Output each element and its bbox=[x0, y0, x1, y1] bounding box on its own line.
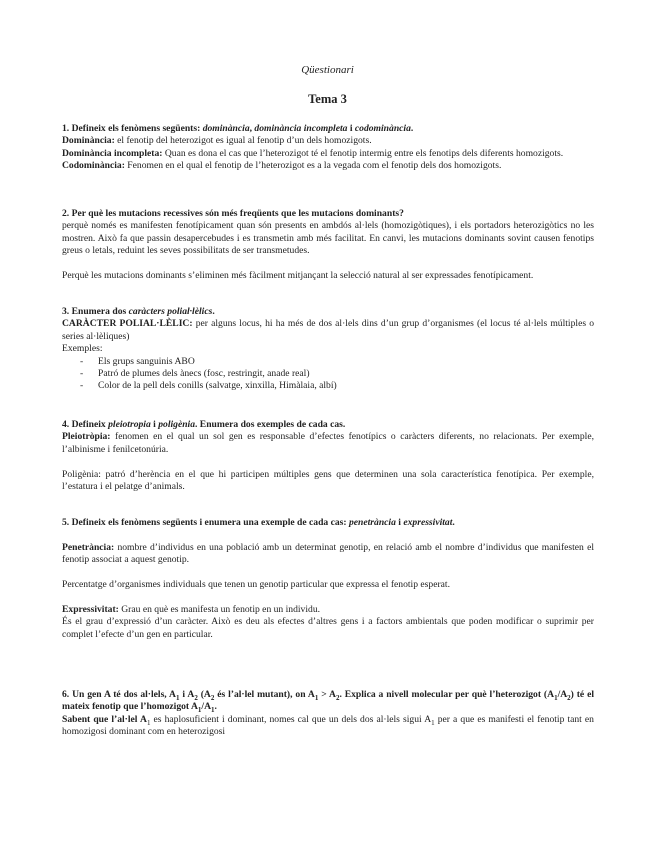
section-6 bbox=[62, 689, 594, 739]
question-1: 1. Defineix els fenòmens següents: dominància, dominància incompleta i codominància. bbox=[62, 123, 414, 134]
question-6: 6. Un gen A té dos al·lels, $A_1$ i $A_2$ ($A_2$ és l’al·lel mutant), on $A_1 > A_2$. Explica a nivell molecular per què l’heterozigot $(A_1/A_2)$ té el mateix fenotip que l’homozigot $A_1/A_1$. bbox=[62, 689, 594, 715]
answer-expressivity-detail: És el grau d’expressió d’un caràcter. Això es deu als efectes d’altres gens i a factors ambientals que poden modificar o suprimir per complet l’efecte d’un gen en particular. bbox=[62, 616, 594, 640]
section-3 bbox=[62, 306, 594, 393]
question-2: 2. Per què les mutacions recessives són més freqüents que les mutacions dominants? bbox=[62, 208, 404, 219]
answer-percentage: Percentatge d’organismes individuals que tenen un genotip particular que expressa el fenotip esperat. bbox=[62, 579, 450, 590]
examples-title: Exemples: bbox=[62, 343, 103, 355]
answer-pleiotropy: Pleiotròpia: fenomen en el qual un sol gen es responsable d’efectes fenotípics o caràcters diferents, no relacionats. Per exemple, l’albinisme i fenilcetonúria. bbox=[62, 431, 594, 455]
answer-incomplete-dominance: Dominància incompleta: Quan es dona el cas que l’heterozigot té el fenotip intermig entre els fenotips dels diferents homozigots. bbox=[62, 147, 564, 159]
questionnaire-title: Qüestionari bbox=[301, 64, 354, 76]
answer-polygeny: Poligènia: patró d’herència en el que hi participen múltiples gens que determinen una sola característica fenotípica. Per exemple, l’estatura i el pelatge d’animals. bbox=[62, 468, 594, 493]
list-item: - Els grups sanguinis ABO bbox=[80, 355, 195, 367]
answer-6: Sabent que l’al·lel $A_1$ es haplosuficient i dominant, nomes cal que un dels dos al·lels sigui $A_1$ per a que es manifesti el fenotip tant en homozigosi dominant com en heterozigosi bbox=[62, 713, 594, 738]
answer-expressivity: Expressivitat: Grau en què es manifesta un fenotip en un individu. bbox=[62, 603, 321, 615]
examples-list bbox=[62, 356, 594, 393]
section-1 bbox=[62, 123, 594, 173]
section-4 bbox=[62, 419, 594, 493]
question-5: 5. Defineix els fenòmens següents i enumera una exemple de cada cas: penetrància i expressivitat. bbox=[62, 517, 455, 528]
answer-2-paragraph-1: perquè només es manifesten fenotípicament quan són presents en ambdós al·lels (homozigòtiques), i els portadors heterozigòtics no les mostren. Això fa que passin desapercebudes i es transmetin amb més facilitat. En canvi, les mutacions dominants sovint causen fenotips greus o letals, reduint les seves possibilitats de ser transmetudes. bbox=[62, 220, 594, 257]
list-item: - Patró de plumes dels ànecs (fosc, restringit, anade real) bbox=[80, 368, 310, 380]
section-2 bbox=[62, 208, 594, 282]
page-title: Tema 3 bbox=[308, 92, 347, 106]
question-4: 4. Defineix pleiotropia i poligènia. Enumera dos exemples de cada cas. bbox=[62, 419, 346, 430]
answer-polyallelic: CARÀCTER POLIAL·LÈLIC: per alguns locus, hi ha més de dos al·lels dins d’un grup d’organismes (el locus té al·lels múltiples o series al·lèliques) bbox=[62, 318, 594, 342]
question-3: 3. Enumera dos caràcters polial·lèlics. bbox=[62, 306, 215, 317]
section-5 bbox=[62, 517, 594, 641]
answer-2-paragraph-2: Perquè les mutacions dominants s’eliminen més fàcilment mitjançant la selecció natural al ser expressades fenotípicament. bbox=[62, 270, 534, 282]
answer-penetrance: Penetrància: nombre d’individus en una població amb un determinat genotip, en relació amb el nombre d’individus que manifesten el fenotip associat a aquest genotip. bbox=[62, 541, 594, 566]
answer-dominance: Dominància: el fenotip del heterozigot es igual al fenotip d’un dels homozigots. bbox=[62, 135, 372, 147]
answer-codominance: Codominància: Fenomen en el qual el fenotip de l’heterozigot es a la vegada com el fenotip dels dos homozigots. bbox=[62, 160, 502, 172]
list-item: - Color de la pell dels conills (salvatge, xinxilla, Himàlaia, albí) bbox=[80, 380, 337, 392]
